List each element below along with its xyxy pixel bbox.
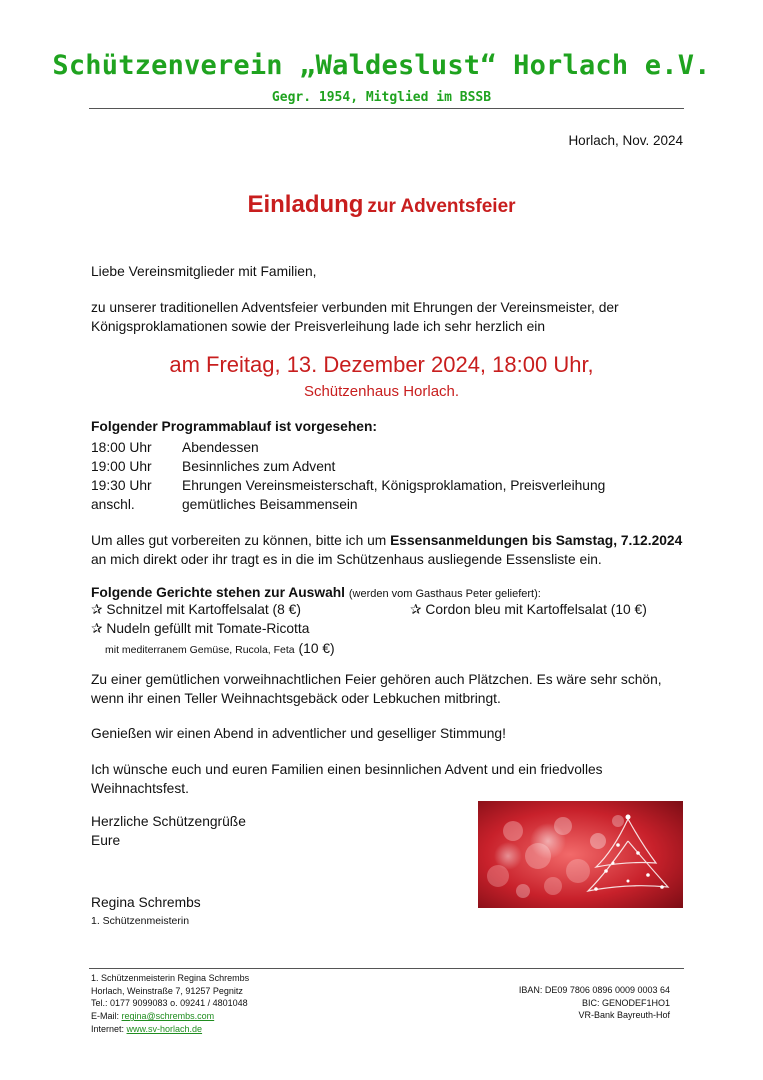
greeting: Liebe Vereinsmitglieder mit Familien, (91, 264, 317, 279)
footer-divider (89, 968, 684, 969)
footer-phone: Tel.: 0177 9099083 o. 09241 / 4801048 (91, 998, 248, 1009)
program-item (91, 495, 605, 514)
footer-email-line (91, 1010, 249, 1023)
program-desc: gemütliches Beisammensein (182, 497, 358, 512)
title-rest: zur Adventsfeier (367, 196, 516, 217)
program-desc: Besinnliches zum Advent (182, 459, 336, 474)
registration-text: Um alles gut vorbereiten zu können, bitte ich um (91, 533, 391, 548)
program-desc: Abendessen (182, 440, 259, 455)
program-time: 18:00 Uhr (91, 440, 152, 455)
meal-item-3-detail-line (105, 640, 335, 656)
footer-web-label: Internet: (91, 1023, 127, 1034)
page-title (0, 191, 763, 219)
signature-role: 1. Schützenmeisterin (91, 915, 190, 927)
program-item (91, 438, 605, 457)
meal-label: Nudeln gefüllt mit Tomate-Ricotta (106, 621, 310, 636)
program-time: 19:30 Uhr (91, 478, 152, 493)
event-location: Schützenhaus Horlach. (303, 383, 460, 400)
closing-line-1: Herzliche Schützengrüße (91, 814, 246, 829)
star-icon: ✰ (410, 602, 422, 617)
program-item (91, 457, 605, 476)
cookies-paragraph: Zu einer gemütlichen vorweihnachtlichen Feier gehören auch Plätzchen. Es wäre sehr schön, wenn ihr einen Teller Weihnachtsgebäck oder Lebkuchen mitbringt. (91, 672, 662, 706)
email-link[interactable]: regina@schrembs.com (121, 1011, 215, 1022)
christmas-tree-image (478, 801, 683, 908)
program-time: 19:00 Uhr (91, 459, 152, 474)
program-heading: Folgender Programmablauf ist vorgesehen: (91, 419, 377, 434)
closing-line-2: Eure (91, 833, 121, 848)
footer-contact (91, 972, 249, 1036)
enjoy-line: Genießen wir einen Abend in adventlicher und geselliger Stimmung! (91, 726, 506, 741)
meal-label: Cordon bleu mit Kartoffelsalat (10 €) (425, 602, 647, 617)
footer-web-line (91, 1023, 249, 1036)
footer-bank-name: VR-Bank Bayreuth-Hof (578, 1010, 670, 1021)
star-icon: ✰ (91, 621, 103, 636)
footer-iban: IBAN: DE09 7806 0896 0009 0003 64 (518, 985, 670, 995)
signature-name: Regina Schrembs (91, 895, 201, 910)
intro-paragraph: zu unserer traditionellen Adventsfeier verbunden mit Ehrungen der Vereinsmeister, der Königsproklamationen sowie der Preisverleihung lade ich sehr herzlich ein (91, 300, 619, 334)
program-time: anschl. (91, 497, 135, 512)
footer-bic: BIC: GENODEF1HO1 (581, 997, 670, 1008)
title-main: Einladung (247, 191, 364, 218)
event-datetime: am Freitag, 13. Dezember 2024, 18:00 Uhr, (169, 352, 594, 377)
registration-paragraph (91, 531, 691, 569)
meal-item-1 (91, 602, 301, 618)
club-title: Schützenverein „Waldeslust“ Horlach e.V. (52, 50, 711, 81)
wishes-paragraph: Ich wünsche euch und euren Familien einen besinnlichen Advent und ein friedvolles Weihnachtsfest. (91, 762, 603, 796)
star-icon: ✰ (91, 602, 103, 617)
footer-contact-name: 1. Schützenmeisterin Regina Schrembs (91, 973, 250, 983)
meals-heading-line (91, 585, 541, 600)
meal-price: (10 €) (298, 641, 335, 656)
meal-label: Schnitzel mit Kartoffelsalat (8 €) (106, 602, 301, 617)
footer-bank (519, 984, 670, 1022)
meal-item-2 (410, 602, 647, 618)
footer-address: Horlach, Weinstraße 7, 91257 Pegnitz (91, 985, 243, 996)
program-list (91, 438, 605, 514)
meal-item-3 (91, 621, 309, 637)
program-item (91, 476, 605, 495)
meal-detail: mit mediterranem Gemüse, Rucola, Feta (105, 644, 295, 656)
program-desc: Ehrungen Vereinsmeisterschaft, Königsproklamation, Preisverleihung (182, 478, 606, 493)
registration-text-end: an mich direkt oder ihr tragt es in die im Schützenhaus ausliegende Essensliste ein. (91, 552, 602, 567)
website-link[interactable]: www.sv-horlach.de (126, 1023, 203, 1034)
meals-note: (werden vom Gasthaus Peter geliefert): (348, 588, 541, 600)
date-line: Horlach, Nov. 2024 (568, 133, 683, 148)
club-subtitle: Gegr. 1954, Mitglied im BSSB (271, 90, 492, 105)
header-divider (89, 108, 684, 109)
meals-heading: Folgende Gerichte stehen zur Auswahl (91, 585, 346, 600)
registration-deadline: Essensanmeldungen bis Samstag, 7.12.2024 (390, 533, 683, 548)
footer-email-label: E-Mail: (91, 1011, 122, 1022)
